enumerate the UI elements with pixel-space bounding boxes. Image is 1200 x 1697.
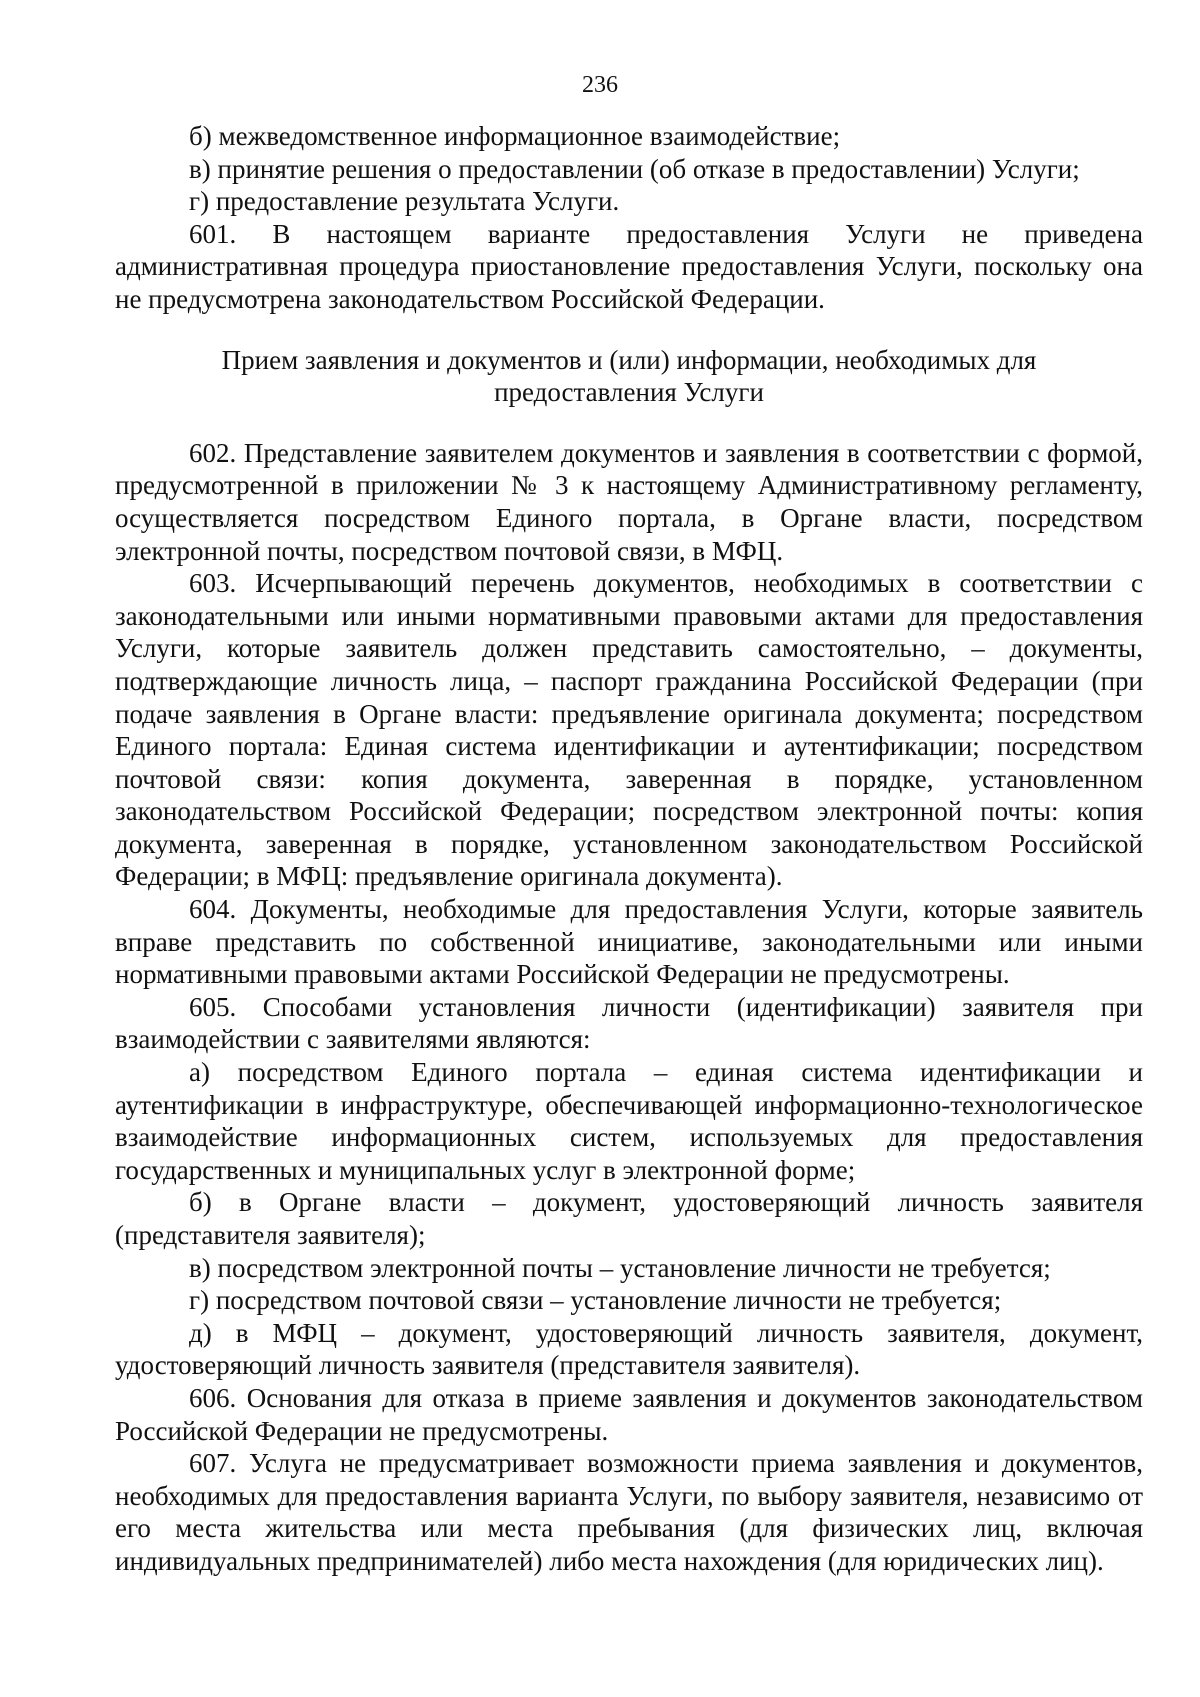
paragraph-g-result: г) предоставление результата Услуги. — [189, 186, 620, 217]
paragraph-606: 606. Основания для отказа в приеме заявления и документов законодательством Российской Федерации не предусмотрены. — [115, 1382, 1143, 1446]
paragraph-607: 607. Услуга не предусматривает возможности приема заявления и документов, необходимых для предоставления варианта Услуги, по выбору заявителя, независимо от его места жительства или места пребывания (для физических лиц, включая индивидуальных предпринимателей) либо места нахождения (для юридических лиц). — [115, 1448, 1143, 1576]
paragraph-603: 603. Исчерпывающий перечень документов, необходимых в соответствии с законодательными или иными нормативными правовыми актами для предоставления Услуги, которые заявитель должен представить самостоятельно, – документы, подтверждающие личность лица, – паспорт гражданина Российской Федерации (при подаче заявления в Органе власти: предъявление оригинала документа; посредством Единого портала: Единая система идентификации и аутентификации; посредством почтовой связи: копия документа, заверенная в порядке, установленном законодательством Российской Федерации; посредством электронной почты: копия документа, заверенная в порядке, установленном законодательством Российской Федерации; в МФЦ: предъявление оригинала документа). — [115, 568, 1143, 892]
paragraph-605: 605. Способами установления личности (идентификации) заявителя при взаимодействии с заявителями являются: — [115, 991, 1143, 1055]
paragraph-604: 604. Документы, необходимые для предоставления Услуги, которые заявитель вправе представить по собственной инициативе, законодательными или иными нормативными правовыми актами Российской Федерации не предусмотрены. — [115, 894, 1143, 990]
paragraph-605-a: а) посредством Единого портала – единая система идентификации и аутентификации в инфраструктуре, обеспечивающей информационно-технологическое взаимодействие информационных систем, используемых для предоставления государственных и муниципальных услуг в электронной форме; — [115, 1057, 1143, 1185]
document-body — [115, 120, 1143, 1578]
paragraph-605-d: д) в МФЦ – документ, удостоверяющий личность заявителя, документ, удостоверяющий личность заявителя (представителя заявителя). — [115, 1317, 1143, 1381]
paragraph-605-g: г) посредством почтовой связи – установление личности не требуется; — [189, 1285, 1002, 1316]
paragraph-601: 601. В настоящем варианте предоставления Услуги не приведена административная процедура приостановление предоставления Услуги, поскольку она не предусмотрена законодательством Российской Федерации. — [115, 218, 1143, 314]
paragraph-v-decision: в) принятие решения о предоставлении (об отказе в предоставлении) Услуги; — [189, 153, 1080, 184]
page-number: 236 — [582, 72, 618, 98]
paragraph-602: 602. Представление заявителем документов и заявления в соответствии с формой, предусмотренной в приложении № 3 к настоящему Административному регламенту, осуществляется посредством Единого портала, в Органе власти, посредством электронной почты, посредством почтовой связи, в МФЦ. — [115, 437, 1143, 566]
section-heading: Прием заявления и документов и (или) информации, необходимых для предоставления Услуги — [221, 344, 1037, 408]
paragraph-b-interagency: б) межведомственное информационное взаимодействие; — [189, 121, 841, 151]
paragraph-605-v: в) посредством электронной почты – установление личности не требуется; — [189, 1252, 1051, 1283]
paragraph-605-b: б) в Органе власти – документ, удостоверяющий личность заявителя (представителя заявителя); — [115, 1187, 1143, 1250]
